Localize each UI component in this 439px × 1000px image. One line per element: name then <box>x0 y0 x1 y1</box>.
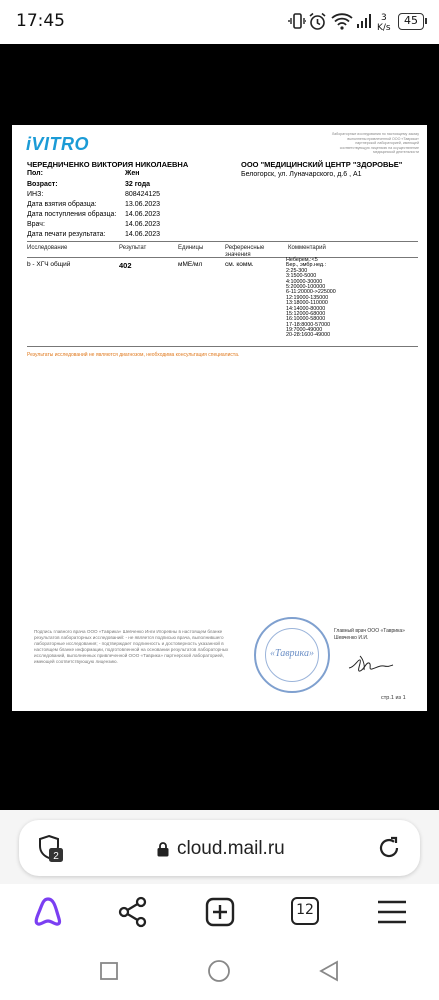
net-speed <box>377 13 391 33</box>
comment-line: 14:14000-80000 <box>286 305 326 312</box>
share-icon[interactable] <box>117 896 149 928</box>
table-header-rule <box>27 257 418 258</box>
vibrate-icon <box>288 12 306 35</box>
browser-toolbar <box>0 884 439 940</box>
wifi-icon <box>331 12 353 35</box>
chief-name: Шевченко И.И. <box>334 635 369 641</box>
field-value: 14.06.2023 <box>125 221 161 228</box>
row-comments <box>286 258 336 339</box>
field-value: 32 года <box>125 181 151 188</box>
field-value: 14.06.2023 <box>125 211 161 218</box>
field-label: ИНЗ: <box>27 191 44 198</box>
page-number: стр.1 из 1 <box>381 695 406 701</box>
comment-line: Бер., эмбр.нед.: <box>286 262 327 269</box>
menu-icon[interactable] <box>376 896 408 928</box>
row-result: 402 <box>119 261 132 270</box>
alice-assistant-icon[interactable] <box>32 896 64 928</box>
lock-icon <box>156 841 170 862</box>
url-text[interactable]: cloud.mail.ru <box>177 838 285 859</box>
document-viewer[interactable] <box>0 44 439 810</box>
battery-icon: 45 <box>398 13 424 30</box>
comment-line: 12:19000-135000 <box>286 294 329 301</box>
comment-line: 19:7000-49000 <box>286 327 323 334</box>
patient-name: ЧЕРЕДНИЧЕНКО ВИКТОРИЯ НИКОЛАЕВНА <box>27 160 189 169</box>
comment-line: 17-18:8000-57000 <box>286 321 331 328</box>
status-bar <box>0 0 439 44</box>
field-value: Жен <box>125 170 140 177</box>
new-tab-icon[interactable] <box>204 896 236 928</box>
header-units: Единицы <box>178 245 204 251</box>
disclaimer: Результаты исследований не являются диагнозом, необходима консультация специалиста. <box>27 352 240 358</box>
company-seal <box>254 617 330 693</box>
field-label: Дата взятия образца: <box>27 201 97 208</box>
row-reference: см. комм. <box>225 261 254 268</box>
home-icon[interactable] <box>207 959 231 988</box>
field-label: Дата поступления образца: <box>27 211 117 218</box>
row-test: b - ХГЧ общий <box>27 261 71 268</box>
back-icon[interactable] <box>318 960 340 987</box>
header-reference-2: значения <box>225 252 251 258</box>
comment-line: 20-28:1600-49000 <box>286 332 331 339</box>
comment-line: 16:10000-58000 <box>286 316 326 323</box>
table-top-rule <box>27 241 418 242</box>
comment-line: 2:25-300 <box>286 267 308 274</box>
comment-line: 13:18000-110000 <box>286 300 328 307</box>
comment-line: Неберем.:<5 <box>286 257 318 263</box>
row-units: мМЕ/мл <box>178 261 203 268</box>
field-label: Пол: <box>27 170 43 177</box>
alarm-icon <box>308 12 327 36</box>
chief-title: Главный врач ООО «Таврика» <box>334 628 405 634</box>
field-label: Возраст: <box>27 181 58 188</box>
header-test: Исследование <box>27 245 68 251</box>
comment-line: 5:20000-100000 <box>286 283 326 290</box>
header-comments: Комментарий <box>288 245 326 251</box>
field-value: 808424125 <box>125 191 161 198</box>
lab-note: Лабораторные исследования по настоящему заказу выполнены привлеченной ООО «Таврика» партнерской лабораторией, имеющей соответствующую лицензию на осуществление медицинской деятельности <box>331 132 419 155</box>
table-bottom-rule <box>27 346 418 347</box>
address-panel <box>0 810 439 884</box>
status-time: 17:45 <box>16 11 65 31</box>
net-speed-value: 3 <box>380 13 387 23</box>
signature-icon <box>346 652 396 679</box>
comment-line: 3:1500-5000 <box>286 273 317 280</box>
invitro-logo: iVITRO <box>26 134 90 154</box>
address-bar[interactable] <box>19 820 420 876</box>
net-speed-unit: K/s <box>377 23 391 33</box>
system-nav-bar <box>0 940 439 1000</box>
field-label: Дата печати результата: <box>27 231 106 238</box>
reload-icon[interactable] <box>377 836 401 865</box>
protect-badge-count: 2 <box>53 851 59 862</box>
lab-result-page <box>12 125 427 711</box>
field-value: 13.06.2023 <box>125 201 161 208</box>
signal-icon <box>355 12 373 35</box>
organization-address: Белогорск, ул. Луначарского, д.6 , А1 <box>241 171 362 178</box>
recent-apps-icon[interactable] <box>99 961 119 986</box>
protect-shield-icon[interactable] <box>37 834 65 869</box>
comment-line: 6-11:20000->225000 <box>286 289 336 296</box>
tabs-count-button[interactable]: 12 <box>291 897 319 925</box>
header-result: Результат <box>119 245 147 251</box>
field-label: Врач: <box>27 221 45 228</box>
comment-line: 15:12000-68000 <box>286 310 326 317</box>
comment-line: 4:10000-30000 <box>286 278 323 285</box>
header-reference: Референсные <box>225 245 265 251</box>
chief-doctor <box>334 628 405 642</box>
footer-note: Подпись главного врача ООО «Таврика» Шевченко Инги Игоревны в настоящем бланке результатов лабораторных исследований: - не является подписью врача, выполнившего лабораторные исследования; - подтверждает подлинность и достоверность указанной в настоящем бланке информации, подготовленной на основании результатов лабораторных исследований, выполненных привлеченной ООО «Таврика» партнерской лабораторией, имеющей соответствующую лицензию. <box>34 629 229 664</box>
organization-name: ООО "МЕДИЦИНСКИЙ ЦЕНТР "ЗДОРОВЬЕ" <box>241 160 403 169</box>
field-value: 14.06.2023 <box>125 231 161 238</box>
seal-text: «Таврика» <box>270 648 314 659</box>
